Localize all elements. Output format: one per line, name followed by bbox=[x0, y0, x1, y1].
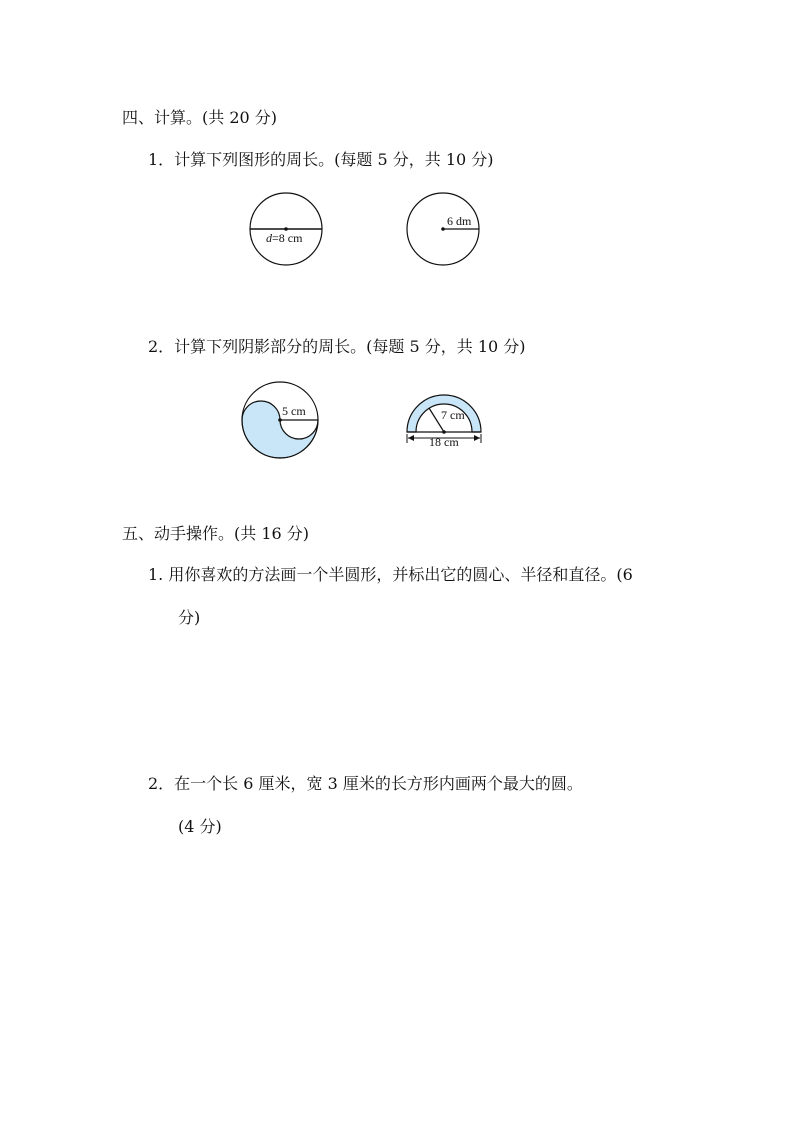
question-5-1-line2: 分) bbox=[178, 608, 201, 627]
question-4-2: 2．计算下列阴影部分的周长。(每题 5 分，共 10 分) bbox=[148, 337, 526, 356]
diameter-value: =8 cm bbox=[272, 231, 303, 245]
circle-radius-figure bbox=[405, 192, 485, 268]
inner-radius-label: 7 cm bbox=[441, 408, 465, 422]
radius-label: 6 dm bbox=[447, 214, 472, 228]
question-5-2-line2: (4 分) bbox=[178, 817, 222, 836]
question-5-1-line1: 1. 用你喜欢的方法画一个半圆形，并标出它的圆心、半径和直径。(6 bbox=[148, 565, 633, 584]
outer-diameter-label: 18 cm bbox=[429, 435, 459, 448]
diameter-var: d bbox=[266, 231, 272, 245]
circle-diameter-figure bbox=[248, 192, 328, 268]
svg-text:d=8 cm bbox=[266, 231, 303, 245]
shaded-circle-figure bbox=[240, 380, 324, 460]
question-5-2-line1: 2．在一个长 6 厘米，宽 3 厘米的长方形内画两个最大的圆。 bbox=[148, 774, 583, 793]
question-4-1: 1．计算下列图形的周长。(每题 5 分，共 10 分) bbox=[148, 150, 494, 169]
section-heading-5: 五、动手操作。(共 16 分) bbox=[122, 524, 310, 543]
section-heading-4: 四、计算。(共 20 分) bbox=[122, 108, 278, 127]
semicircle-ring-figure bbox=[403, 388, 489, 448]
shaded-circle-label: 5 cm bbox=[282, 404, 306, 418]
